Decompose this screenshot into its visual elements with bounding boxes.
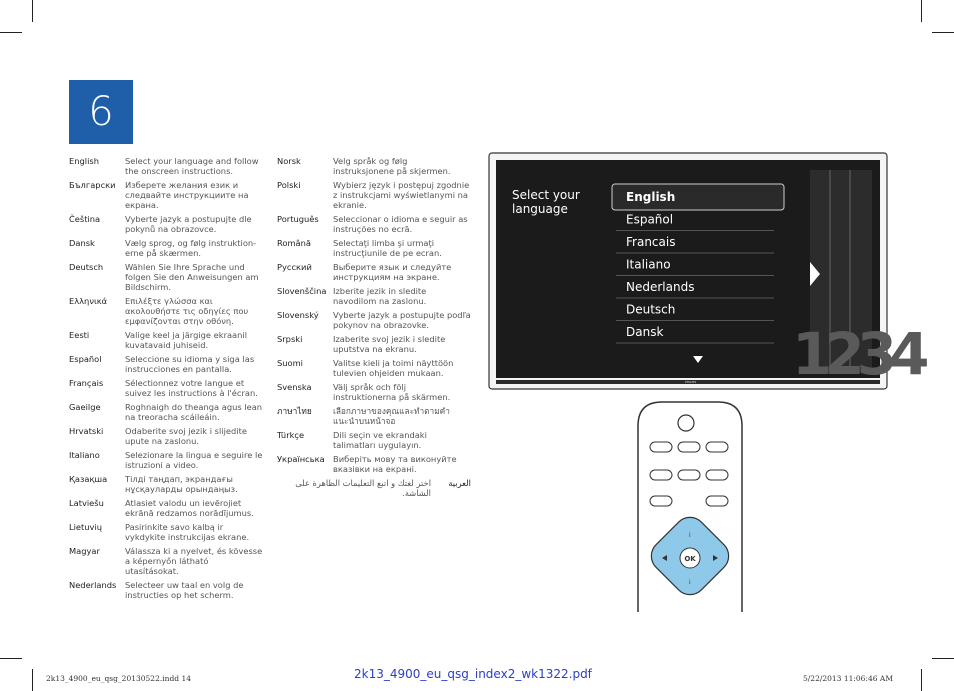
language-name: ภาษาไทย [277,406,312,416]
language-instruction: Válassza ki a nyelvet, és kövesse a képernyőn látható utasításokat. [125,546,263,576]
language-name: Svenska [277,382,312,392]
nav-up-label: i [689,532,691,539]
language-name: Ελληνικά [69,296,108,306]
language-instruction: Izaberite svoj jezik i sledite uputstva na ekranu. [333,334,446,354]
language-instruction: Roghnaigh do theanga agus lean na treoracha scáileáin. [125,402,263,422]
language-instruction: Vyberte jazyk a postupujte podľa pokynov na obrazovke. [333,310,471,330]
language-entry [277,238,471,258]
svg-text:OK: OK [684,555,696,563]
step-number-badge: 6 [69,80,133,144]
language-entry [277,478,471,498]
language-name: Gaeilge [69,402,101,412]
language-name: English [69,156,99,166]
language-name: Norsk [277,156,301,166]
language-instruction: Selezionare la lingua e seguire le istruzioni a video. [125,450,263,470]
tv-option-nederlands[interactable]: Nederlands [626,280,695,294]
footer-file-name: 2k13_4900_eu_qsg_20130522.indd 14 [46,674,191,683]
language-name: Magyar [69,546,100,556]
language-entry [69,474,263,494]
language-instruction: Pasirinkite savo kalbą ir vykdykite instrukcijas ekrane. [125,522,250,542]
language-instruction: Тілді таңдап, экрандағы нұсқауларды орындаңыз. [125,474,238,494]
language-entry [69,214,263,234]
remote-button [678,470,700,480]
language-entry [69,580,263,600]
language-entry [277,358,471,378]
language-instruction: Select your language and follow the onscreen instructions. [125,156,259,176]
language-column-1 [69,156,263,604]
tv-prompt: Select your language [512,188,580,216]
language-name: Hrvatski [69,426,104,436]
tv-option-deutsch[interactable]: Deutsch [626,302,676,317]
progress-digits: 1234 [792,320,922,388]
remote-button [706,496,728,506]
language-name: Français [69,378,104,388]
language-entry [277,262,471,282]
language-instruction: Изберете желания език и следвайте инструкциите на екрана. [125,180,249,210]
language-instruction: Izberite jezik in sledite navodilom na zaslonu. [333,286,427,306]
language-entry [277,430,471,450]
language-entry [69,296,263,326]
language-name: Қазақша [69,474,108,484]
language-entry [69,426,263,446]
language-name: Slovenščina [277,286,327,296]
language-entry [277,286,471,306]
language-entry [69,546,263,576]
remote-control [632,396,748,614]
power-button [678,415,694,431]
language-name: العربية [448,478,471,488]
crop-mark [0,32,22,33]
remote-button [678,442,700,452]
language-name: Español [69,354,102,364]
language-instruction: Atlasiet valodu un ievērojiet ekrānā redzamos norādījumus. [125,498,254,518]
language-name: Türkçe [277,430,305,440]
language-name: Polski [277,180,301,190]
language-entry [69,450,263,470]
language-entry [69,498,263,518]
tv-option-english[interactable]: English [626,190,676,204]
footer-pdf-name: 2k13_4900_eu_qsg_index2_wk1322.pdf [354,667,592,681]
remote-button [650,496,672,506]
language-instruction: Odaberite svoj jezik i slijedite upute na zaslonu. [125,426,247,446]
language-name: Dansk [69,238,95,248]
language-column-2 [277,156,471,502]
remote-button [706,470,728,480]
language-entry [277,180,471,210]
language-name: Deutsch [69,262,104,272]
language-entry [277,310,471,330]
tv-brand: PHILIPS [685,380,697,384]
language-instruction: Sélectionnez votre langue et suivez les instructions à l'écran. [125,378,258,398]
language-entry [277,156,471,176]
tv-option-italiano[interactable]: Italiano [626,257,671,272]
language-entry [69,402,263,422]
language-instruction: Selectaţi limba şi urmaţi instrucţiunile de pe ecran. [333,238,442,258]
remote-button [706,442,728,452]
language-instruction: Vælg sprog, og følg instruktion-erne på skærmen. [125,238,257,258]
tv-illustration [488,152,922,392]
language-instruction: Välj språk och följ instruktionerna på skärmen. [333,382,451,402]
tv-option-dansk[interactable]: Dansk [626,325,664,339]
language-instruction: Wählen Sie Ihre Sprache und folgen Sie den Anweisungen am Bildschirm. [125,262,259,292]
language-instruction: Dili seçin ve ekrandaki talimatları uygulayın. [333,430,427,450]
language-entry [69,330,263,350]
language-instruction: Επιλέξτε γλώσσα και ακολουθήστε τις οδηγίες που εμφανίζονται στην οθόνη. [125,296,249,326]
language-name: Українська [277,454,325,464]
language-entry [69,180,263,210]
language-instruction: Seleccionar o idioma e seguir as instruções no ecrã. [333,214,468,234]
language-entry [69,522,263,542]
language-name: Srpski [277,334,303,344]
remote-button [650,442,672,452]
language-entry [69,156,263,176]
language-entry [69,354,263,374]
language-instruction: Valitse kieli ja toimi näyttöön tulevien ohjeiden mukaan. [333,358,454,378]
language-entry [277,454,471,474]
language-instruction: Seleccione su idioma y siga las instrucciones en pantalla. [125,354,255,374]
language-entry [69,378,263,398]
language-name: Čeština [69,214,101,224]
language-name: Eesti [69,330,90,340]
language-name: Русский [277,262,312,272]
language-entry [277,406,471,426]
remote-button [650,470,672,480]
language-name: Português [277,214,319,224]
language-instruction: اختر لغتك و اتبع التعليمات الظاهرة على الشاشة. [295,478,431,498]
print-footer [0,662,954,691]
language-name: Latviešu [69,498,104,508]
language-entry [277,214,471,234]
language-instruction: Selecteer uw taal en volg de instructies op het scherm. [125,580,244,600]
crop-mark [932,32,954,33]
language-entry [69,238,263,258]
nav-down-label: i [689,579,691,586]
language-name: Lietuvių [69,522,103,532]
language-entry [277,382,471,402]
tv-option-español[interactable]: Español [626,212,674,227]
footer-timestamp: 5/22/2013 11:06:46 AM [803,674,894,683]
language-instruction: Wybierz język i postępuj zgodnie z instrukcjami wyświetlanymi na ekranie. [333,180,470,210]
language-name: Български [69,180,116,190]
language-name: Nederlands [69,580,117,590]
language-name: Suomi [277,358,303,368]
language-instruction: เลือกภาษาของคุณและทำตามคำแนะนำบนหน้าจอ [333,406,450,426]
crop-mark [921,0,922,22]
language-instruction: Vyberte jazyk a postupujte dle pokynů na obrazovce. [125,214,252,234]
crop-mark [0,658,22,659]
crop-mark [932,658,954,659]
language-instruction: Valige keel ja järgige ekraanil kuvatavaid juhiseid. [125,330,248,350]
language-name: Slovenský [277,310,319,320]
language-instruction: Выберите язык и следуйте инструкциям на экране. [333,262,452,282]
language-entry [277,334,471,354]
crop-mark [32,0,33,22]
language-instruction: Виберіть мову та виконуйте вказівки на екрані. [333,454,457,474]
language-name: Italiano [69,450,100,460]
language-instruction: Velg språk og følg instruksjonene på skjermen. [333,156,451,176]
language-entry [69,262,263,292]
tv-option-francais[interactable]: Francais [626,235,676,249]
language-name: Română [277,238,311,248]
